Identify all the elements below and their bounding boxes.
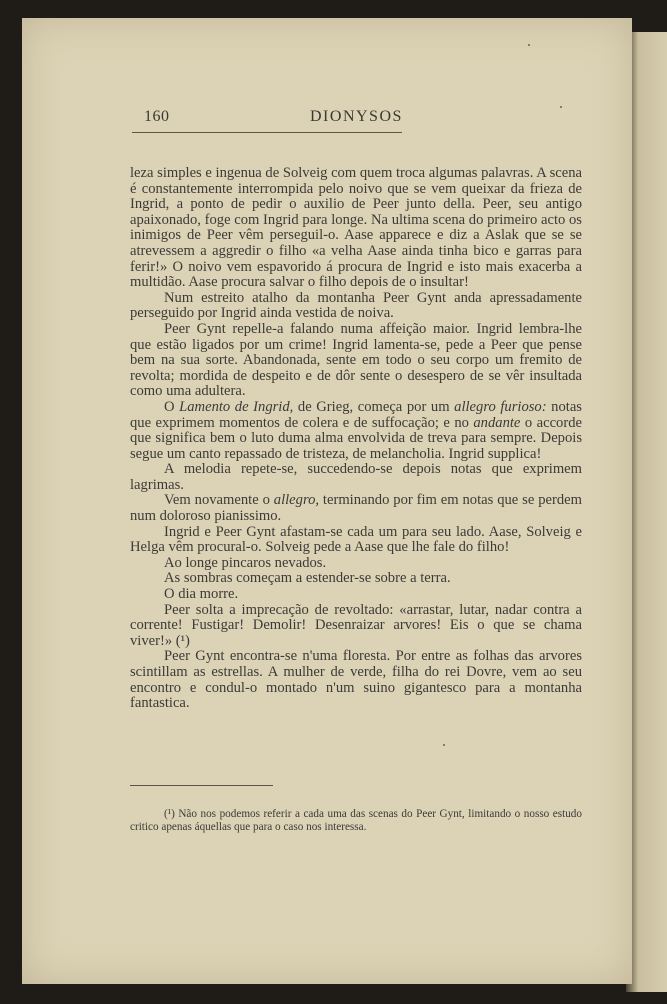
paragraph: Peer Gynt repelle-a falando numa affeição maior. Ingrid lembra-lhe que estão ligados por um crime! Ingrid lamenta-se, pede a Peer que pense bem na sua sorte. Abandonada, sente em todo o seu corpo um fremito de revolta; mordida de despeito e de dôr sente o desespero de se vêr insultada como uma adultera. [130,320,582,400]
adjacent-page-edge [626,32,667,992]
text-run: terminando por fim em notas que se perdem num doloroso pianissimo. [130,492,582,525]
text-run: , de Grieg, começa por um [289,398,455,415]
paragraph: Ao longe pincaros nevados. [164,554,327,571]
paragraph: Peer solta a imprecação de revoltado: «arrastar, lutar, nadar contra a corrente! Fustigar! Demolir! Desenraizar arvores! Eis o que se chama viver!» (¹) [130,601,582,649]
italic-term: allegro furioso: [454,398,547,415]
text-run: Vem novamente o [164,492,274,509]
text-run: notas que exprimem momentos de colera e de suffocação; e no [130,398,582,431]
footnote: (¹) Não nos podemos referir a cada uma das scenas do Peer Gynt, limitando o nosso estudo critico apenas áquellas que para o caso nos interessa. [130,808,582,833]
body-text [130,166,582,712]
paper-speck [560,106,562,108]
paragraph: Ingrid e Peer Gynt afastam-se cada um para seu lado. Aase, Solveig e Helga vêm procural-o. Solveig pede a Aase que lhe fale do filho! [130,523,582,556]
running-head: DIONYSOS [310,108,403,125]
paragraph [130,493,582,524]
page-number: 160 [144,108,170,125]
footnote-divider [130,785,273,786]
paper-speck [528,44,530,46]
paragraph [130,400,582,462]
paragraph: O dia morre. [164,586,239,603]
italic-title: Lamento de Ingrid [179,398,290,415]
paragraph: Peer Gynt encontra-se n'uma floresta. Por entre as folhas das arvores scintillam as estrellas. A mulher de verde, filha do rei Dovre, vem ao seu encontro e condul-o montado n'um suino gigantesco para a montanha fantastica. [130,648,582,712]
paragraph: As sombras começam a estender-se sobre a terra. [164,570,451,587]
paragraph: leza simples e ingenua de Solveig com quem troca algumas palavras. A scena é constantemente interrompida pelo noivo que se vem queixar da frieza de Ingrid, a ponto de pedir o auxilio de Peer junto della. Peer, seu antigo apaixonado, foge com Ingrid para longe. Na ultima scena do primeiro acto os inimigos de Peer vêm perseguil-o. Aase apparece e diz a Aslak que se se atrevessem a aggredir o filho «a velha Aase ainda tinha bico e garras para ferir!» O noivo vem espavorido á procura de Ingrid e isto mais exacerba a multidão. Aase procura salvar o filho depois de o insultar! [130,165,582,291]
italic-term: allegro, [273,492,320,509]
paper-speck [443,744,445,746]
page-header [132,108,402,133]
text-run: O [164,398,180,415]
paragraph: Num estreito atalho da montanha Peer Gynt anda apressadamente perseguido por Ingrid ainda vestida de noiva. [130,289,582,322]
italic-term: andante [473,414,521,431]
paragraph: A melodia repete-se, succedendo-se depois notas que exprimem lagrimas. [130,461,582,493]
text-run: o accorde que significa bem o luto duma alma envolvida de treva para sempre. Depois segue um canto repassado de tristeza, de melancholia. Ingrid supplica! [130,414,582,462]
